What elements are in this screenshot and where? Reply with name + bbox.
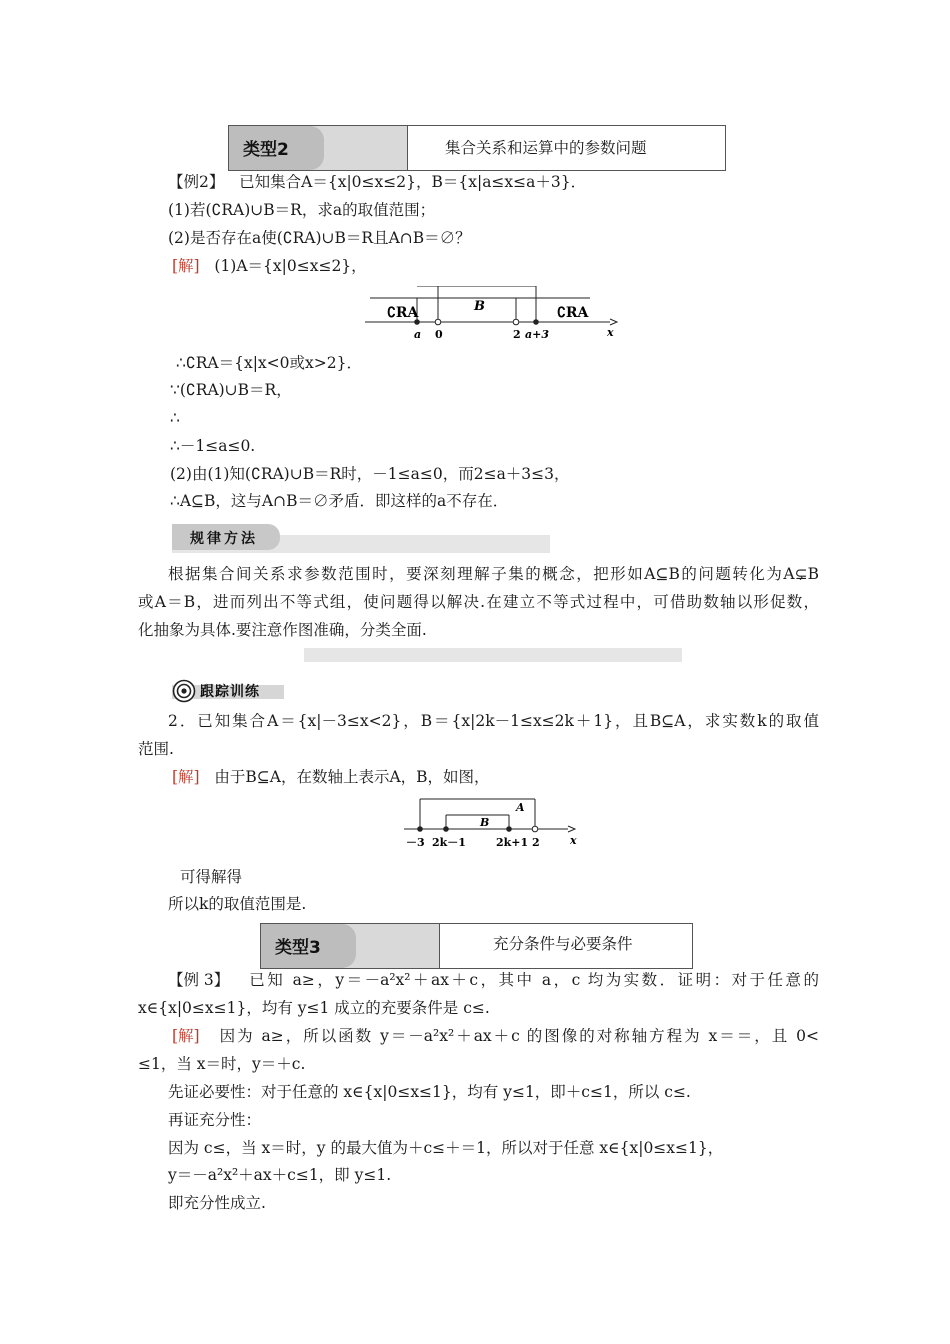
section-tag: 类型2 bbox=[243, 140, 289, 160]
example-head: 【例2】 bbox=[168, 173, 225, 191]
section-header-type2 bbox=[228, 125, 726, 171]
solution-text: 因为 a≥，所以函数 y＝－a²x²＋ax＋c 的图像的对称轴方程为 x＝＝，且 0< bbox=[219, 1027, 819, 1045]
practice-solution-start bbox=[172, 767, 490, 787]
step-therefore: ∴ bbox=[170, 409, 180, 427]
closed-point-a3 bbox=[533, 319, 539, 325]
solution-text: 由于B⊆A，在数轴上表示A，B，如图， bbox=[214, 768, 490, 786]
header-divider bbox=[407, 126, 408, 170]
open-point-2 bbox=[513, 319, 519, 325]
method-badge: 规律方法 bbox=[190, 531, 258, 547]
tick-m3: －3 bbox=[406, 836, 425, 849]
tick-2k1: 2k+1 bbox=[496, 836, 529, 849]
example-stem: 已知 a≥，y＝－a²x²＋ax＋c，其中 a，c 均为实数．证明：对于任意的 bbox=[249, 971, 819, 989]
practice-question-line-2: 范围. bbox=[138, 740, 174, 758]
necessity-proof: 先证必要性：对于任意的 x∈{x|0≤x≤1}，均有 y≤1，即＋c≤1，所以 c≤. bbox=[168, 1083, 691, 1101]
question-1: (1)若(∁RA)∪B＝R，求a的取值范围； bbox=[168, 201, 436, 219]
axis-label-x: x bbox=[570, 834, 577, 847]
closed-point-2k1 bbox=[506, 826, 512, 832]
section-tag: 类型3 bbox=[275, 938, 321, 958]
tick-2k-1: 2k－1 bbox=[432, 836, 466, 849]
section-title: 集合关系和运算中的参数问题 bbox=[445, 139, 647, 157]
sufficiency-conclusion: 即充分性成立. bbox=[168, 1194, 266, 1212]
step-conclusion: ∴A⊆B，这与A∩B＝∅矛盾．即这样的a不存在． bbox=[170, 492, 509, 510]
tick-2: 2 bbox=[513, 328, 521, 341]
open-point-2 bbox=[532, 826, 538, 832]
example3-stem-line-1 bbox=[168, 970, 819, 990]
tick-2: 2 bbox=[532, 836, 540, 849]
label-b: B bbox=[480, 816, 490, 829]
tick-a3: a+3 bbox=[525, 328, 549, 341]
method-line-2: 或A＝B，进而列出不等式组，使问题得以解决.在建立不等式过程中，可借助数轴以形促数， bbox=[138, 593, 819, 611]
practice-step-2: 所以k的取值范围是. bbox=[168, 895, 307, 913]
label-a: A bbox=[516, 801, 525, 814]
solution-start bbox=[172, 256, 367, 276]
sufficiency-step-2: y＝－a²x²＋ax＋c≤1，即 y≤1. bbox=[168, 1166, 392, 1184]
example3-solution-line-2: ≤1，当 x＝时，y＝＋c. bbox=[138, 1055, 306, 1073]
number-line-figure-1 bbox=[365, 286, 625, 342]
tick-0: 0 bbox=[435, 328, 443, 341]
practice-badge: 跟踪训练 bbox=[200, 684, 260, 700]
question-2: (2)是否存在a使(∁RA)∪B＝R且A∩B＝∅？ bbox=[168, 229, 471, 247]
axis-label-x: x bbox=[607, 326, 614, 339]
closed-point-m3 bbox=[417, 826, 423, 832]
solution-tag: [解] bbox=[172, 1027, 200, 1045]
open-point-0 bbox=[435, 319, 441, 325]
label-complement-right: ∁RA bbox=[557, 305, 589, 321]
target-icon bbox=[172, 679, 196, 703]
step-union: ∵(∁RA)∪B＝R， bbox=[170, 381, 292, 399]
label-complement-left: ∁RA bbox=[387, 305, 419, 321]
step-range: ∴－1≤a≤0. bbox=[170, 437, 256, 455]
header-divider bbox=[439, 924, 440, 968]
section-header-type3 bbox=[260, 923, 693, 969]
method-line-3: 化抽象为具体.要注意作图准确，分类全面. bbox=[138, 621, 427, 639]
label-b: B bbox=[474, 299, 485, 314]
sufficiency-step-1: 因为 c≤，当 x＝时，y 的最大值为＋c≤＋＝1，所以对于任意 x∈{x|0≤x≤1}， bbox=[168, 1139, 724, 1157]
section-title: 充分条件与必要条件 bbox=[493, 935, 633, 953]
step-part2: (2)由(1)知(∁RA)∪B＝R时，－1≤a≤0，而2≤a＋3≤3， bbox=[170, 465, 570, 483]
example-head: 【例 3】 bbox=[168, 971, 230, 989]
method-line-1: 根据集合间关系求参数范围时，要深刻理解子集的概念，把形如A⊆B的问题转化为A⊊B bbox=[168, 565, 819, 583]
solution-tag: [解] bbox=[172, 257, 200, 275]
practice-step-1: 可得解得 bbox=[180, 868, 243, 886]
solution-text: (1)A＝{x|0≤x≤2}， bbox=[214, 257, 367, 275]
number-line-figure-2 bbox=[402, 797, 582, 851]
sufficiency-heading: 再证充分性： bbox=[168, 1111, 262, 1129]
example3-stem-line-2: x∈{x|0≤x≤1}，均有 y≤1 成立的充要条件是 c≤. bbox=[138, 999, 490, 1017]
example3-solution-line-1 bbox=[172, 1026, 819, 1046]
method-bottom-bar bbox=[304, 648, 682, 662]
step-complement: ∴∁RA＝{x|x<0或x>2}． bbox=[176, 354, 362, 372]
practice-question-line-1: 2．已知集合A＝{x|－3≤x<2}，B＝{x|2k－1≤x≤2k＋1}，且B⊆A，求实数k的取值 bbox=[168, 712, 819, 730]
closed-point-2k-1 bbox=[443, 826, 449, 832]
tick-a: a bbox=[414, 328, 422, 341]
solution-tag: [解] bbox=[172, 768, 200, 786]
example2-stem-line bbox=[168, 172, 586, 192]
example-stem: 已知集合A＝{x|0≤x≤2}，B＝{x|a≤x≤a＋3}． bbox=[239, 173, 587, 191]
